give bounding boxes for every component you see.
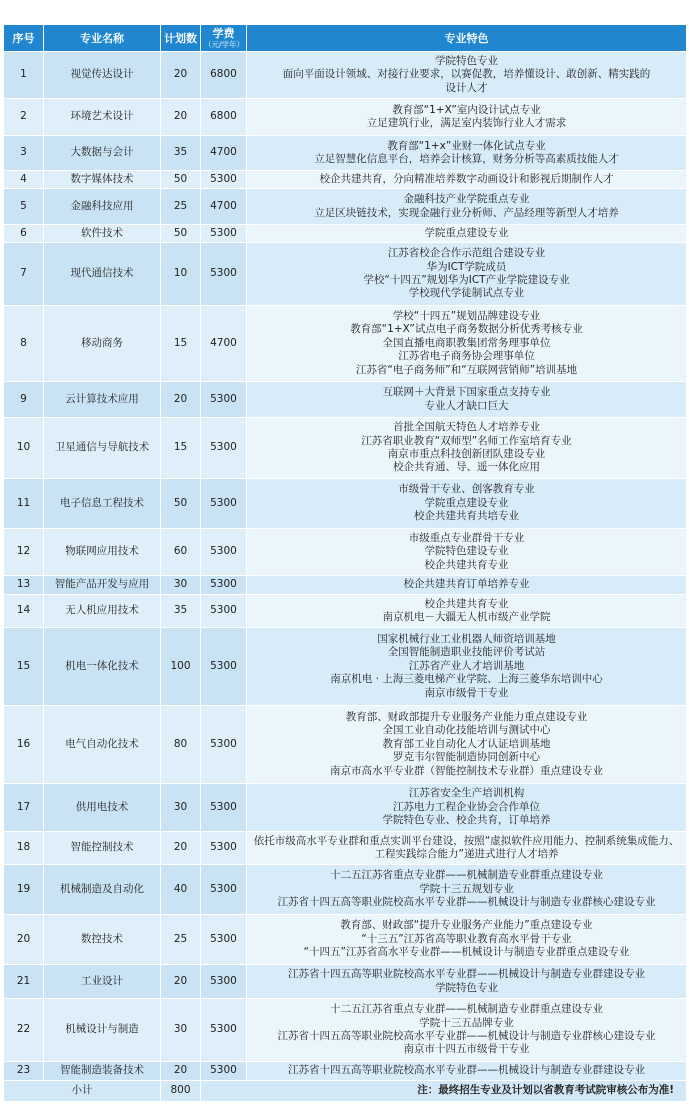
row-features [247, 965, 687, 999]
feature-line: 全国智能制造职业技能评价考试站 [387, 646, 546, 659]
feature-line: 全国工业自动化技能培训与测试中心 [382, 724, 551, 737]
header-fee [201, 25, 247, 52]
feature-line: 教育部“1+X”室内设计试点专业 [392, 103, 541, 116]
row-plan-count: 20 [161, 1062, 201, 1081]
row-seq: 2 [4, 99, 44, 136]
feature-line: 江苏省十四五高等职业院校高水平专业群——机械设计与制造专业群核心建设专业 [277, 896, 656, 909]
row-tuition-fee: 4700 [201, 189, 247, 225]
feature-line: 学院特色专业 [435, 981, 498, 994]
row-seq: 6 [4, 225, 44, 243]
row-features [247, 171, 687, 189]
row-major-name: 移动商务 [44, 306, 161, 382]
feature-line: 南京市高水平专业群（智能控制技术专业群）重点建设专业 [330, 764, 603, 777]
row-major-name: 机械制造及自动化 [44, 865, 161, 915]
row-features [247, 479, 687, 529]
row-seq: 12 [4, 529, 44, 576]
feature-line: 南京机电 · 上海三菱电梯产业学院、上海三菱华东培训中心 [330, 673, 603, 686]
row-plan-count: 100 [161, 628, 201, 706]
feature-line: 立足区块链技术，实现金融行业分析师、产品经理等新型人才培养 [314, 206, 619, 219]
feature-line: 全国直播电商职教集团常务理事单位 [382, 336, 551, 349]
table-row [4, 832, 687, 865]
header-seq: 序号 [4, 25, 44, 52]
row-plan-count: 30 [161, 999, 201, 1062]
table-row [4, 306, 687, 382]
row-tuition-fee: 5300 [201, 832, 247, 865]
feature-line: 江苏省十四五高等职业院校高水平专业群——机械设计与制造专业群建设专业 [288, 968, 645, 981]
row-features [247, 706, 687, 784]
feature-line: 学院重点建设专业 [424, 496, 509, 509]
feature-line: 江苏省十四五高等职业院校高水平专业群——机械设计与制造专业群建设专业 [288, 1064, 645, 1077]
feature-line: 校企共建共育订单培养专业 [403, 578, 530, 591]
feature-line: 学院十三五品牌专业 [419, 1016, 514, 1029]
row-tuition-fee: 5300 [201, 1062, 247, 1081]
subtotal-row [4, 1081, 687, 1102]
table-row [4, 52, 687, 99]
feature-line: 江苏省产业人才培训基地 [408, 659, 525, 672]
row-major-name: 智能控制技术 [44, 832, 161, 865]
table-row [4, 529, 687, 576]
row-features [247, 576, 687, 595]
row-tuition-fee: 6800 [201, 52, 247, 99]
feature-line: 学院重点建设专业 [424, 226, 509, 239]
table-row [4, 999, 687, 1062]
feature-line: 校企共育通、导、遥一体化应用 [393, 461, 540, 474]
table-row [4, 706, 687, 784]
table-row [4, 382, 687, 418]
row-seq: 7 [4, 243, 44, 306]
row-plan-count: 50 [161, 479, 201, 529]
feature-line: 校企共建共育共培专业 [414, 510, 519, 523]
feature-line: 教育部、财政部提升专业服务产业能力重点建设专业 [345, 710, 588, 723]
row-features [247, 136, 687, 171]
row-seq: 20 [4, 915, 44, 965]
table-row [4, 243, 687, 306]
row-features [247, 99, 687, 136]
table-row [4, 189, 687, 225]
feature-line: 学校现代学徒制试点专业 [408, 287, 525, 300]
row-tuition-fee: 4700 [201, 136, 247, 171]
table-row [4, 1062, 687, 1081]
feature-line: 立足智慧化信息平台，培养会计核算，财务分析等高素质技能人才 [314, 153, 619, 165]
row-seq: 11 [4, 479, 44, 529]
feature-line: 南京市十四五市级骨干专业 [403, 1043, 530, 1056]
row-features [247, 1062, 687, 1081]
row-plan-count: 15 [161, 306, 201, 382]
row-seq: 15 [4, 628, 44, 706]
row-major-name: 卫星通信与导航技术 [44, 418, 161, 479]
row-seq: 3 [4, 136, 44, 171]
feature-line: 校企共建共育专业 [424, 558, 509, 571]
row-plan-count: 30 [161, 784, 201, 832]
row-features [247, 243, 687, 306]
row-seq: 18 [4, 832, 44, 865]
row-plan-count: 50 [161, 225, 201, 243]
table-row [4, 784, 687, 832]
row-plan-count: 35 [161, 595, 201, 628]
row-seq: 21 [4, 965, 44, 999]
row-features [247, 628, 687, 706]
feature-line: 学校“十四五”规划华为ICT产业学院建设专业 [363, 274, 570, 286]
table-row [4, 915, 687, 965]
table-row [4, 225, 687, 243]
row-major-name: 软件技术 [44, 225, 161, 243]
row-features [247, 865, 687, 915]
feature-line: 教育部“1+X”试点电子商务数据分析优秀考核专业 [350, 323, 583, 336]
row-tuition-fee: 5300 [201, 576, 247, 595]
row-major-name: 环境艺术设计 [44, 99, 161, 136]
feature-line: 首批全国航天特色人才培养专业 [393, 421, 540, 434]
row-plan-count: 20 [161, 832, 201, 865]
row-major-name: 智能产品开发与应用 [44, 576, 161, 595]
row-seq: 14 [4, 595, 44, 628]
row-features [247, 418, 687, 479]
row-tuition-fee: 5300 [201, 243, 247, 306]
feature-line: 学院特色专业、校企共育，订单培养 [382, 814, 551, 827]
row-features [247, 189, 687, 225]
feature-line: 十二五江苏省重点专业群——机械制造专业群重点建设专业 [330, 869, 603, 882]
row-features [247, 52, 687, 99]
row-major-name: 电子信息工程技术 [44, 479, 161, 529]
feature-line: 市级重点专业群骨干专业 [408, 531, 525, 544]
row-tuition-fee: 6800 [201, 99, 247, 136]
row-plan-count: 20 [161, 52, 201, 99]
row-plan-count: 35 [161, 136, 201, 171]
row-seq: 5 [4, 189, 44, 225]
row-seq: 16 [4, 706, 44, 784]
header-features: 专业特色 [247, 25, 687, 52]
row-features [247, 915, 687, 965]
feature-line: 江苏省安全生产培训机构 [408, 787, 525, 800]
feature-line: 教育部“1+x”业财一体化试点专业 [387, 139, 546, 152]
row-features [247, 306, 687, 382]
table-row [4, 418, 687, 479]
header-name: 专业名称 [44, 25, 161, 52]
row-tuition-fee: 5300 [201, 965, 247, 999]
feature-line: 学校“十四五”规划品牌建设专业 [392, 309, 541, 322]
feature-line: 江苏省电子商务协会理事单位 [398, 350, 535, 363]
feature-line: 江苏省十四五高等职业院校高水平专业群——机械设计与制造专业群核心建设专业 [277, 1030, 656, 1042]
row-plan-count: 10 [161, 243, 201, 306]
feature-line: “十三五”江苏省高等职业教育高水平骨干专业 [361, 932, 572, 945]
row-seq: 13 [4, 576, 44, 595]
row-seq: 23 [4, 1062, 44, 1081]
row-plan-count: 40 [161, 865, 201, 915]
top-strip [0, 0, 689, 24]
row-tuition-fee: 5300 [201, 171, 247, 189]
feature-line: 南京市重点科技创新团队建设专业 [387, 448, 546, 460]
feature-line: 市级骨干专业、创客教育专业 [398, 483, 535, 496]
feature-line: 南京机电－大疆无人机市级产业学院 [382, 611, 551, 623]
row-major-name: 机械设计与制造 [44, 999, 161, 1062]
row-plan-count: 20 [161, 965, 201, 999]
row-tuition-fee: 5300 [201, 706, 247, 784]
table-row [4, 576, 687, 595]
feature-line: 学院特色专业 [435, 54, 498, 67]
row-seq: 9 [4, 382, 44, 418]
feature-line: 教育部工业自动化人才认证培训基地 [382, 737, 551, 750]
row-features [247, 382, 687, 418]
row-plan-count: 50 [161, 171, 201, 189]
feature-line: 依托市级高水平专业群和重点实训平台建设，按照“虚拟软件应用能力、控制系统集成能力、工程实践综合能力”递进式进行人才培养 [253, 834, 680, 860]
row-tuition-fee: 5300 [201, 225, 247, 243]
row-major-name: 物联网应用技术 [44, 529, 161, 576]
row-seq: 1 [4, 52, 44, 99]
feature-line: 面向平面设计领域、对接行业要求，以赛促教，培养懂设计、敢创新、精实践的 [282, 68, 651, 81]
feature-line: 江苏省职业教育“双师型”名师工作室培育专业 [361, 434, 572, 447]
row-seq: 19 [4, 865, 44, 915]
row-major-name: 电气自动化技术 [44, 706, 161, 784]
row-features [247, 225, 687, 243]
feature-line: 专业人才缺口巨大 [424, 399, 509, 412]
table-row [4, 99, 687, 136]
header-row [4, 25, 687, 52]
subtotal-plan: 800 [161, 1081, 201, 1102]
majors-table [3, 24, 687, 1102]
row-tuition-fee: 4700 [201, 306, 247, 382]
row-tuition-fee: 5300 [201, 529, 247, 576]
row-plan-count: 20 [161, 382, 201, 418]
table-row [4, 965, 687, 999]
feature-line: 国家机械行业工业机器人师资培训基地 [377, 632, 556, 645]
row-features [247, 529, 687, 576]
row-major-name: 云计算技术应用 [44, 382, 161, 418]
table-row [4, 595, 687, 628]
row-tuition-fee: 5300 [201, 999, 247, 1062]
row-features [247, 595, 687, 628]
row-major-name: 视觉传达设计 [44, 52, 161, 99]
row-features [247, 784, 687, 832]
table-row [4, 865, 687, 915]
subtotal-label: 小计 [4, 1081, 161, 1102]
table-row [4, 171, 687, 189]
row-tuition-fee: 5300 [201, 418, 247, 479]
row-seq: 10 [4, 418, 44, 479]
row-major-name: 机电一体化技术 [44, 628, 161, 706]
row-major-name: 数字媒体技术 [44, 171, 161, 189]
row-tuition-fee: 5300 [201, 628, 247, 706]
table-row [4, 479, 687, 529]
row-major-name: 供用电技术 [44, 784, 161, 832]
feature-line: 校企共建共育专业 [424, 597, 509, 610]
table-row [4, 628, 687, 706]
row-plan-count: 20 [161, 99, 201, 136]
feature-line: 华为ICT学院成员 [426, 260, 507, 273]
feature-line: 十二五江苏省重点专业群——机械制造专业群重点建设专业 [330, 1003, 603, 1016]
row-major-name: 大数据与会计 [44, 136, 161, 171]
row-plan-count: 25 [161, 189, 201, 225]
feature-line: 教育部、财政部“提升专业服务产业能力”重点建设专业 [340, 919, 593, 932]
feature-line: 江苏电力工程企业协会合作单位 [393, 800, 540, 813]
row-seq: 4 [4, 171, 44, 189]
row-seq: 8 [4, 306, 44, 382]
row-tuition-fee: 5300 [201, 479, 247, 529]
row-major-name: 现代通信技术 [44, 243, 161, 306]
row-major-name: 金融科技应用 [44, 189, 161, 225]
row-tuition-fee: 5300 [201, 382, 247, 418]
row-plan-count: 30 [161, 576, 201, 595]
subtotal-note: 注：最终招生专业及计划以省教育考试院审核公布为准! [201, 1081, 687, 1102]
feature-line: 江苏省“电子商务师”和“互联网营销师”培训基地 [355, 363, 578, 376]
row-tuition-fee: 5300 [201, 915, 247, 965]
row-tuition-fee: 5300 [201, 865, 247, 915]
row-seq: 22 [4, 999, 44, 1062]
feature-line: 罗克韦尔智能制造协同创新中心 [393, 751, 540, 764]
row-major-name: 数控技术 [44, 915, 161, 965]
feature-line: 学院特色建设专业 [424, 545, 509, 558]
feature-line: 校企共建共育，分向精准培养数字动画设计和影视后期制作人才 [319, 172, 614, 185]
feature-line: 学院十三五规划专业 [419, 882, 514, 895]
feature-line: 互联网＋大背景下国家重点支持专业 [382, 386, 551, 399]
header-fee-unit: （元/学年） [204, 40, 245, 49]
row-plan-count: 60 [161, 529, 201, 576]
feature-line: 金融科技产业学院重点专业 [403, 193, 530, 206]
row-features [247, 999, 687, 1062]
row-features [247, 832, 687, 865]
header-plan: 计划数 [161, 25, 201, 52]
feature-line: 南京市级骨干专业 [424, 686, 509, 699]
row-plan-count: 80 [161, 706, 201, 784]
row-major-name: 智能制造装备技术 [44, 1062, 161, 1081]
feature-line: 立足建筑行业，满足室内装饰行业人才需求 [366, 117, 567, 129]
row-seq: 17 [4, 784, 44, 832]
feature-line: 设计人才 [445, 81, 488, 94]
feature-line: 江苏省校企合作示范组合建设专业 [387, 247, 546, 260]
row-plan-count: 15 [161, 418, 201, 479]
header-fee-label: 学费 [212, 27, 235, 40]
row-plan-count: 25 [161, 915, 201, 965]
row-tuition-fee: 5300 [201, 784, 247, 832]
row-major-name: 工业设计 [44, 965, 161, 999]
row-tuition-fee: 5300 [201, 595, 247, 628]
table-row [4, 136, 687, 171]
feature-line: “十四五”江苏省高水平专业群——机械设计与制造专业群重点建设专业 [303, 946, 630, 959]
row-major-name: 无人机应用技术 [44, 595, 161, 628]
